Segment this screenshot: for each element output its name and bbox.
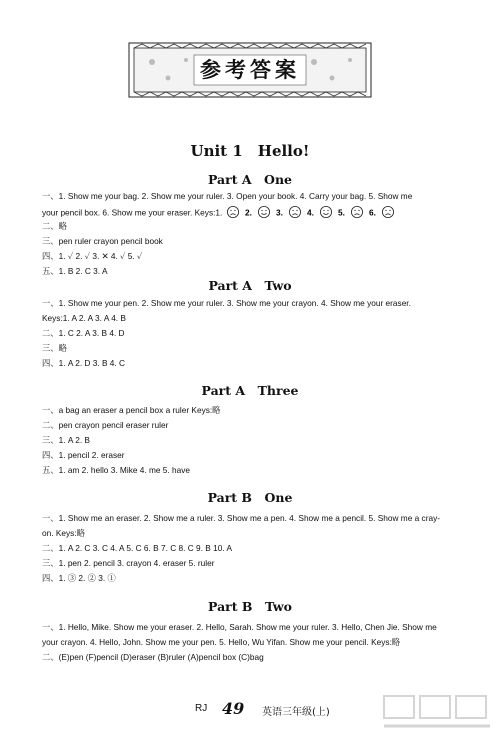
answer-line: 一、1. Show me your bag. 2. Show me your ruler. 3. Open your book. 4. Carry your bag. 5. Show me [42, 191, 413, 201]
answer-banner [128, 42, 372, 98]
section-title-part-a-three: Part A Three [201, 383, 299, 398]
answer-line: 一、1. Show me your pen. 2. Show me your ruler. 3. Show me your crayon. 4. Show me your eraser. [42, 298, 411, 308]
answer-line: 五、1. B 2. C 3. A [42, 266, 108, 276]
section-title-part-b-two: Part B Two [208, 599, 292, 614]
section-title-part-a-two: Part A Two [208, 278, 292, 293]
page-number: 49 [222, 699, 245, 718]
unit-title: Unit 1 Hello! [190, 142, 310, 160]
sad-face-icon [227, 206, 238, 217]
face-number-label: 5. [337, 207, 345, 218]
answer-line: 四、1. ✓ 2. ✓ 3. ✕ 4. ✓ 5. ✓ [42, 251, 143, 261]
answer-line: 二、1. A 2. C 3. C 4. A 5. C 6. B 7. C 8. C 9. B 10. A [42, 543, 232, 553]
face-keys-svg [225, 205, 463, 219]
sad-face-icon [351, 206, 362, 217]
answer-line: 三、1. pen 2. pencil 3. crayon 4. eraser 5. ruler [42, 558, 215, 568]
answer-line: 三、1. A 2. B [42, 435, 90, 445]
happy-face-icon [320, 206, 331, 217]
answer-line: 二、(E)pen (F)pencil (D)eraser (B)ruler (A)pencil box (C)bag [42, 652, 264, 662]
happy-face-icon [258, 206, 269, 217]
answer-line: 四、1. pencil 2. eraser [42, 450, 125, 460]
answer-line-keys [42, 205, 463, 222]
section-title-part-a-one: Part A One [207, 172, 292, 187]
face-number-label: 6. [368, 207, 376, 218]
answer-text: your pencil box. 6. Show me your eraser. Keys:1. [42, 207, 223, 218]
face-number-label: 3. [275, 207, 283, 218]
banner-title: 参考答案 [200, 58, 300, 82]
answer-line: 二、pen crayon pencil eraser ruler [42, 420, 169, 430]
face-number-label: 2. [244, 207, 252, 218]
answer-line: your crayon. 4. Hello, John. Show me your pen. 5. Hello, Wu Yifan. Show me your pencil. Keys:略 [42, 637, 401, 647]
answer-line: 一、a bag an eraser a pencil box a ruler Keys:略 [42, 405, 221, 415]
answer-line: 五、1. am 2. hello 3. Mike 4. me 5. have [42, 465, 191, 475]
face-number-label: 4. [306, 207, 314, 218]
sad-face-icon [382, 206, 393, 217]
answer-line: 三、略 [42, 343, 67, 353]
answer-line: 三、pen ruler crayon pencil book [42, 236, 163, 246]
answer-line: 四、1. ③ 2. ② 3. ① [42, 573, 116, 583]
section-title-part-b-one: Part B One [207, 490, 293, 505]
footer-code: RJ [195, 703, 208, 714]
face-keys [225, 205, 463, 222]
answer-line: 一、1. Show me an eraser. 2. Show me a ruler. 3. Show me a pen. 4. Show me a pencil. 5. Show me a cray- [42, 513, 440, 523]
answer-line: 二、略 [42, 221, 67, 231]
answer-line: 四、1. A 2. D 3. B 4. C [42, 358, 126, 368]
watermark-logo-icon [382, 692, 494, 732]
answer-line: 一、1. Hello, Mike. Show me your eraser. 2. Hello, Sarah. Show me your ruler. 3. Hello, Chen Jie. Show me [42, 622, 437, 632]
answer-line: 二、1. C 2. A 3. B 4. D [42, 328, 125, 338]
answer-line: Keys:1. A 2. A 3. A 4. B [42, 313, 126, 323]
sad-face-icon [289, 206, 300, 217]
answer-line: on. Keys:略 [42, 528, 85, 538]
book-title: 英语三年级(上) [262, 707, 330, 718]
